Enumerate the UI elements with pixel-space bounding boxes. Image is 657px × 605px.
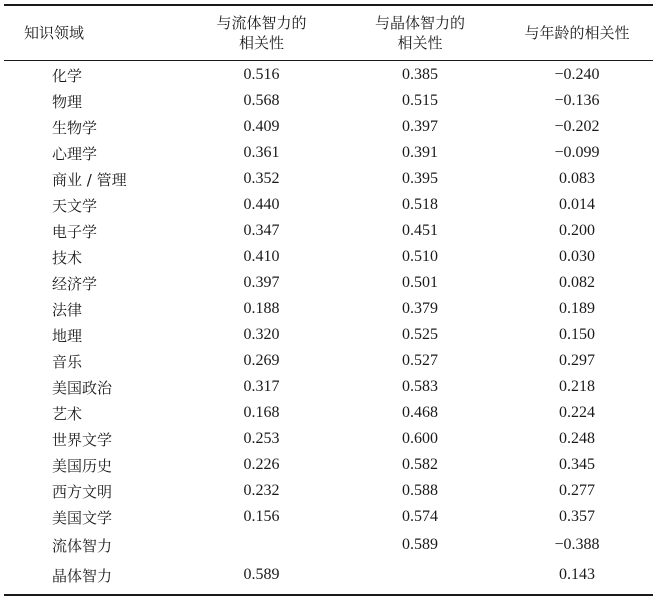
table-row	[4, 530, 653, 560]
crystal-correlation-cell: 0.451	[402, 222, 438, 239]
domain-cell: 商业 / 管理	[52, 170, 127, 189]
fluid-correlation-cell: 0.226	[243, 456, 280, 473]
domain-cell: 世界文学	[52, 430, 113, 449]
crystal-correlation-cell: 0.395	[402, 170, 438, 187]
age-correlation-cell: 0.082	[559, 274, 595, 291]
domain-cell: 音乐	[52, 352, 83, 371]
table-row	[4, 504, 653, 530]
age-correlation-cell: 0.345	[559, 456, 595, 473]
header-age-correlation: 与年龄的相关性	[524, 24, 630, 42]
fluid-correlation-cell: 0.253	[243, 430, 280, 447]
domain-cell: 艺术	[52, 404, 83, 423]
correlation-table	[4, 4, 653, 597]
age-correlation-cell: 0.143	[559, 566, 595, 583]
fluid-correlation-cell: 0.317	[243, 378, 280, 395]
table-row	[4, 374, 653, 400]
crystal-correlation-cell: 0.518	[402, 196, 438, 213]
fluid-correlation-cell: 0.232	[243, 482, 280, 499]
domain-cell: 流体智力	[52, 536, 113, 555]
domain-cell: 电子学	[52, 222, 98, 241]
crystal-correlation-cell: 0.582	[402, 456, 438, 473]
age-correlation-cell: 0.357	[559, 508, 595, 525]
age-correlation-cell: −0.240	[554, 66, 600, 83]
domain-cell: 天文学	[52, 196, 98, 215]
table-row	[4, 218, 653, 244]
table-body	[4, 62, 653, 590]
fluid-correlation-cell: 0.409	[243, 118, 280, 135]
domain-cell: 美国政治	[52, 378, 113, 397]
crystal-correlation-cell: 0.501	[402, 274, 438, 291]
table-row	[4, 192, 653, 218]
domain-cell: 化学	[52, 66, 83, 85]
crystal-correlation-cell: 0.600	[402, 430, 438, 447]
age-correlation-cell: 0.277	[559, 482, 595, 499]
age-correlation-cell: −0.099	[554, 144, 600, 161]
domain-cell: 法律	[52, 300, 83, 319]
age-correlation-cell: 0.224	[559, 404, 595, 421]
fluid-correlation-cell: 0.320	[243, 326, 280, 343]
fluid-correlation-cell: 0.568	[243, 92, 280, 109]
domain-cell: 美国文学	[52, 508, 113, 527]
fluid-correlation-cell: 0.397	[243, 274, 280, 291]
table-row	[4, 270, 653, 296]
domain-cell: 技术	[52, 248, 83, 267]
table-row	[4, 400, 653, 426]
table-header-rule	[4, 60, 653, 61]
domain-cell: 美国历史	[52, 456, 113, 475]
table-row	[4, 244, 653, 270]
age-correlation-cell: −0.388	[554, 536, 600, 553]
age-correlation-cell: 0.150	[559, 326, 595, 343]
table-row	[4, 296, 653, 322]
table-row	[4, 426, 653, 452]
fluid-correlation-cell: 0.156	[243, 508, 280, 525]
crystal-correlation-cell: 0.515	[402, 92, 438, 109]
crystal-correlation-cell: 0.379	[402, 300, 438, 317]
fluid-correlation-cell: 0.589	[243, 566, 280, 583]
header-knowledge-domain: 知识领域	[24, 24, 85, 42]
age-correlation-cell: −0.136	[554, 92, 600, 109]
fluid-correlation-cell: 0.410	[243, 248, 280, 265]
fluid-correlation-cell: 0.352	[243, 170, 280, 187]
fluid-correlation-cell: 0.347	[243, 222, 280, 239]
crystal-correlation-cell: 0.574	[402, 508, 438, 525]
table-row	[4, 114, 653, 140]
crystal-correlation-cell: 0.385	[402, 66, 438, 83]
header-crystal-correlation: 与晶体智力的 相关性	[374, 14, 465, 52]
crystal-correlation-cell: 0.525	[402, 326, 438, 343]
table-row	[4, 166, 653, 192]
fluid-correlation-cell: 0.188	[243, 300, 280, 317]
crystal-correlation-cell: 0.468	[402, 404, 438, 421]
table-row	[4, 478, 653, 504]
domain-cell: 晶体智力	[52, 566, 113, 585]
domain-cell: 心理学	[52, 144, 98, 163]
domain-cell: 物理	[52, 92, 83, 111]
crystal-correlation-cell: 0.589	[402, 536, 438, 553]
table-bottom-rule	[4, 594, 653, 596]
age-correlation-cell: 0.014	[559, 196, 595, 213]
table-row	[4, 62, 653, 88]
crystal-correlation-cell: 0.527	[402, 352, 438, 369]
domain-cell: 西方文明	[52, 482, 113, 501]
fluid-correlation-cell: 0.516	[243, 66, 280, 83]
table-row	[4, 322, 653, 348]
age-correlation-cell: 0.218	[559, 378, 595, 395]
table-row	[4, 452, 653, 478]
crystal-correlation-cell: 0.391	[402, 144, 438, 161]
table-header	[4, 6, 653, 60]
table-row	[4, 560, 653, 590]
header-fluid-correlation: 与流体智力的 相关性	[216, 14, 307, 52]
fluid-correlation-cell: 0.361	[243, 144, 280, 161]
age-correlation-cell: −0.202	[554, 118, 600, 135]
crystal-correlation-cell: 0.583	[402, 378, 438, 395]
domain-cell: 地理	[52, 326, 83, 345]
age-correlation-cell: 0.200	[559, 222, 595, 239]
crystal-correlation-cell: 0.397	[402, 118, 438, 135]
table-row	[4, 140, 653, 166]
age-correlation-cell: 0.083	[559, 170, 595, 187]
table-row	[4, 88, 653, 114]
table-row	[4, 348, 653, 374]
fluid-correlation-cell: 0.168	[243, 404, 280, 421]
domain-cell: 经济学	[52, 274, 98, 293]
crystal-correlation-cell: 0.510	[402, 248, 438, 265]
fluid-correlation-cell: 0.440	[243, 196, 280, 213]
age-correlation-cell: 0.030	[559, 248, 595, 265]
age-correlation-cell: 0.189	[559, 300, 595, 317]
domain-cell: 生物学	[52, 118, 98, 137]
age-correlation-cell: 0.297	[559, 352, 595, 369]
age-correlation-cell: 0.248	[559, 430, 595, 447]
fluid-correlation-cell: 0.269	[243, 352, 280, 369]
crystal-correlation-cell: 0.588	[402, 482, 438, 499]
